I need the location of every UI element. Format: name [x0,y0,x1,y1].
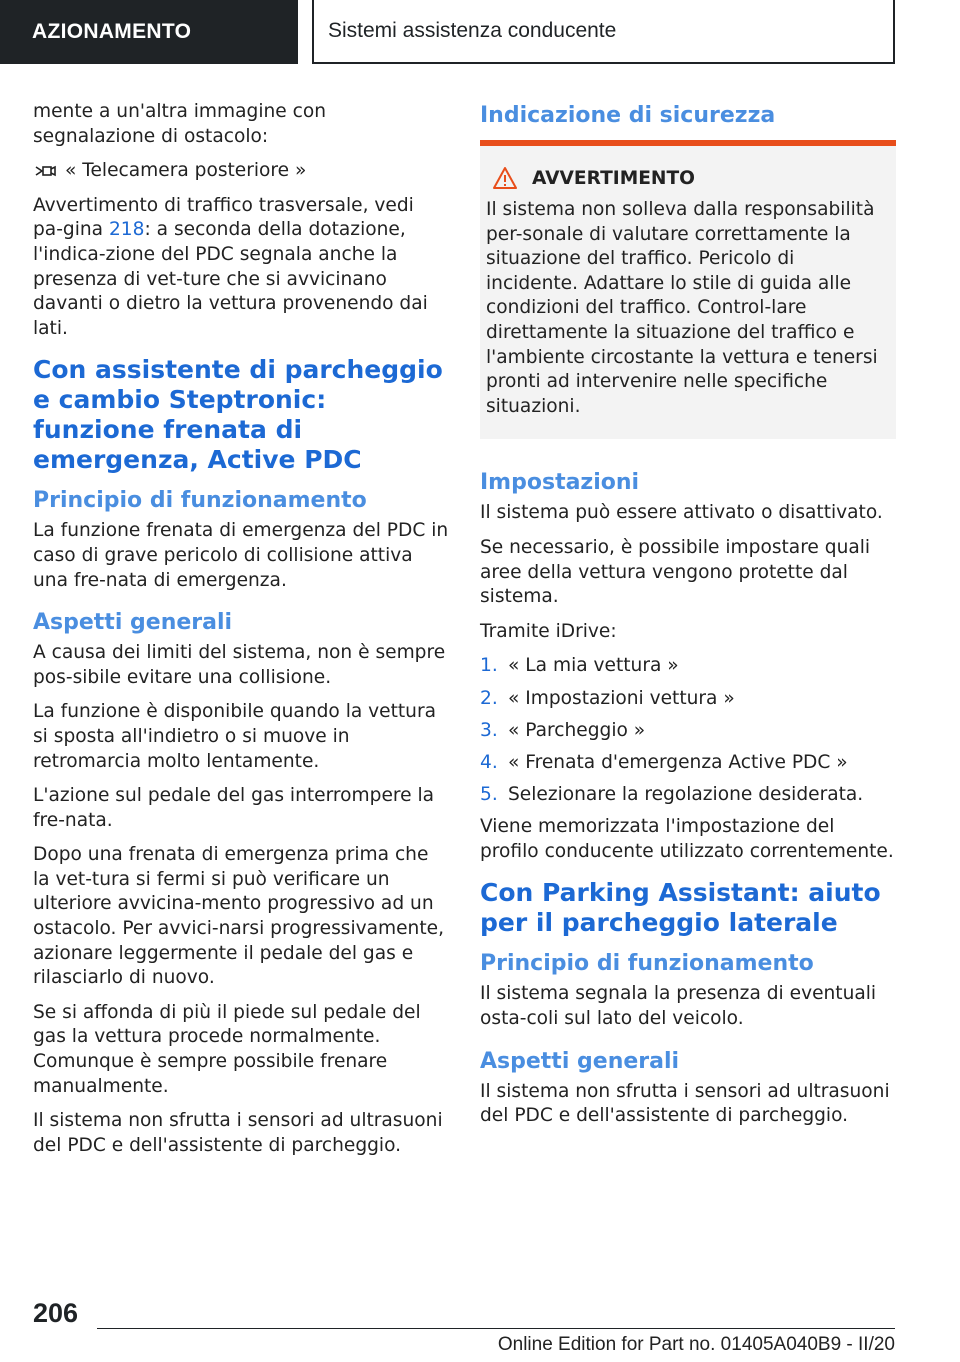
warning-triangle-icon [492,166,518,190]
page-reference-link[interactable]: 218 [108,219,145,241]
section-heading-parking-assistant: Con Parking Assistant: aiuto per il parcheggio laterale [480,878,881,938]
principle-paragraph: La funzione frenata di emergenza del PDC in caso di grave pericolo di collisione attiva una fre-nata di emergenza. [33,520,449,591]
page-number: 206 [33,1298,79,1328]
general-paragraph-1: A causa dei limiti del sistema, non è sempre pos-sibile evitare una collisione. [33,642,446,688]
chapter-title: Sistemi assistenza conducente [312,0,895,64]
settings-steps-list [480,654,896,807]
subheading-safety: Indicazione di sicurezza [480,103,776,128]
camera-menu-label: « Telecamera posteriore » [65,160,307,182]
parking-general-paragraph: Il sistema non sfrutta i sensori ad ultrasuoni del PDC e dell'assistente di parcheggio. [480,1080,890,1127]
parking-principle-paragraph: Il sistema segnala la presenza di eventuali osta-coli sul lato del veicolo. [480,983,877,1030]
general-paragraph-6: Il sistema non sfrutta i sensori ad ultrasuoni del PDC e dell'assistente di parcheggio. [33,1110,443,1156]
left-column [33,100,449,1168]
general-paragraph-2: La funzione è disponibile quando la vettura si sposta all'indietro o si muove in retromarcia molto lentamente. [33,701,437,772]
intro-paragraph: mente a un'altra immagine con segnalazione di ostacolo: [33,101,327,147]
subheading-principle-parking: Principio di funzionamento [480,951,814,977]
general-paragraph-4: Dopo una frenata di emergenza prima che la vet-tura si fermi si può verificare un ulteriore avvicina-mento progressivo ad un ostacolo. Per avvici-narsi progressivamente, azionare leggermente il pedale del gas e rilasciarlo di nuovo. [33,844,444,989]
subheading-principle: Principio di funzionamento [33,488,367,514]
edition-note: Online Edition for Part no. 01405A040B9 - II/20 [497,1334,895,1355]
settings-paragraph-1: Il sistema può essere attivato o disattivato. [480,502,883,524]
subheading-general: Aspetti generali [33,610,233,636]
settings-paragraph-2: Se necessario, è possibile impostare quali aree della vettura vengono protette dal sistema. [480,536,871,608]
settings-paragraph-3: Tramite iDrive: [480,620,617,642]
right-column [480,100,896,1139]
warning-box [480,140,896,439]
list-item: 2. « Impostazioni vettura » [480,687,735,709]
warning-text: Il sistema non solleva dalla responsabilità per-sonale di valutare correttamente la situazione del traffico. Pericolo di incidente. Adattare lo stile di guida alle condizioni del traffico. Control-lare direttamente la situazione del traffico e l'ambiente circostante la vettura e tenersi pronti ad intervenire nelle specifiche situazioni. [486,199,878,417]
rear-camera-icon [33,161,57,181]
subheading-settings: Impostazioni [480,470,640,496]
camera-menu-line [33,159,449,184]
section-tab: AZIONAMENTO [0,0,298,64]
cross-traffic-paragraph: Avvertimento di traffico trasversale, vedi pa-gina 218: a seconda della dotazione, l'indica-zione del PDC segnala anche la presenza di vet-ture che si avvicinano davanti o dietro la vettura provenendo dai lati. [33,194,428,339]
settings-paragraph-4: Viene memorizzata l'impostazione del profilo conducente utilizzato correntemente. [480,816,894,862]
list-item: 5. Selezionare la regolazione desiderata. [480,784,864,806]
list-item: 1. « La mia vettura » [480,655,679,677]
general-paragraph-5: Se si affonda di più il piede sul pedale del gas la vettura procede normalmente. Comunque è sempre possibile frenare manualmente. [33,1001,421,1097]
subheading-general-parking: Aspetti generali [480,1048,680,1074]
general-paragraph-3: L'azione sul pedale del gas interrompere la fre-nata. [33,785,435,831]
list-item: 3. « Parcheggio » [480,719,646,741]
warning-header [486,166,888,190]
footer-divider [97,1328,895,1329]
section-heading-emergency-brake: Con assistente di parcheggio e cambio Steptronic: funzione frenata di emergenza, Active PDC [33,355,443,475]
list-item: 4. « Frenata d'emergenza Active PDC » [480,751,848,773]
warning-title: AVVERTIMENTO [532,167,695,189]
